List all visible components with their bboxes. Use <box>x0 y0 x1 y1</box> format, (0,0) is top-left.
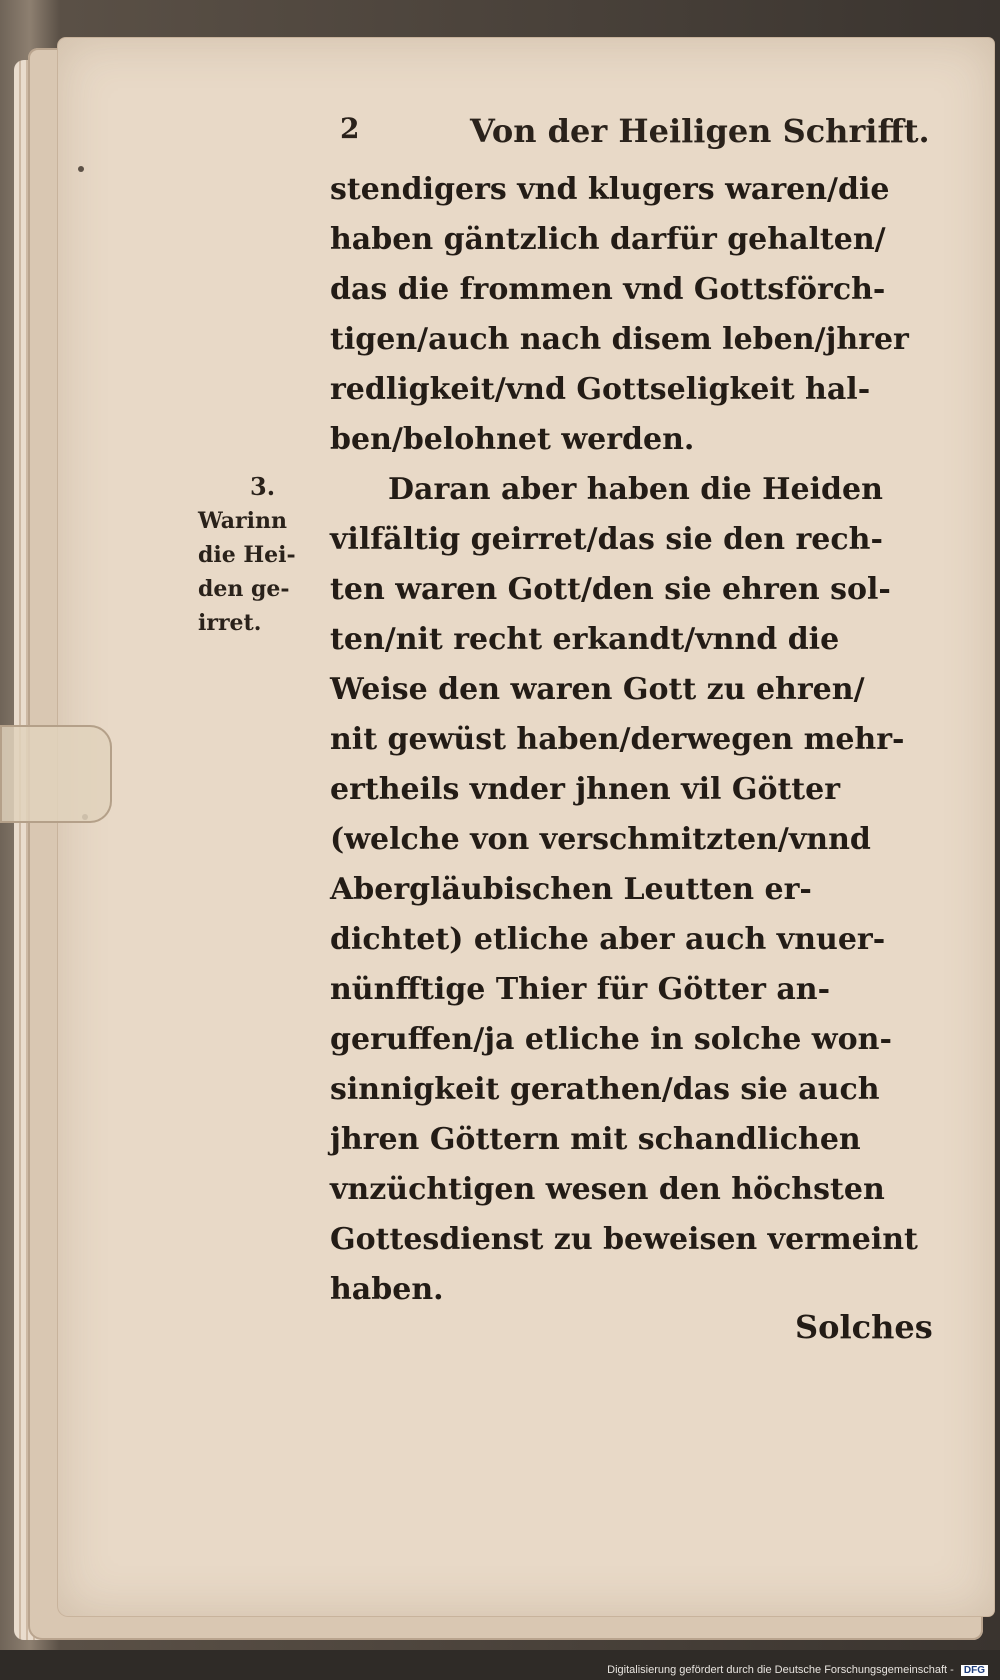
text-line: ben/belohnet werden. <box>330 422 695 457</box>
text-line: stendigers vnd klugers waren/die <box>330 172 890 207</box>
margin-note-line: die Hei- <box>198 542 296 568</box>
body-text <box>330 165 970 1315</box>
text-line: ten waren Gott/den sie ehren sol- <box>330 572 891 607</box>
text-line: haben. <box>330 1272 444 1307</box>
text-line: jhren Göttern mit schandlichen <box>330 1122 861 1157</box>
text-line: vnzüchtigen wesen den höchsten <box>330 1172 885 1207</box>
text-line: haben gäntzlich darfür gehalten/ <box>330 222 886 257</box>
text-line: sinnigkeit gerathen/das sie auch <box>330 1072 880 1107</box>
page-number: 2 <box>340 112 360 145</box>
text-line: vilfältig geirret/das sie den rech- <box>330 522 883 557</box>
text-line: geruffen/ja etliche in solche won- <box>330 1022 892 1057</box>
catchword: Solches <box>795 1308 933 1346</box>
margin-note-number: 3. <box>250 472 276 501</box>
text-line: tigen/auch nach disem leben/jhrer <box>330 322 909 357</box>
digitization-credit <box>607 1664 988 1676</box>
running-title: Von der Heiligen Schrifft. <box>470 112 930 150</box>
text-line: Weise den waren Gott zu ehren/ <box>330 672 865 707</box>
paper-speck <box>78 166 84 172</box>
page-clip <box>0 725 112 823</box>
text-line: ten/nit recht erkandt/vnnd die <box>330 622 840 657</box>
paragraph-start-line: Daran aber haben die Heiden <box>388 472 883 507</box>
text-line: Abergläubischen Leutten er- <box>330 872 812 907</box>
text-line: Gottesdienst zu beweisen vermeint <box>330 1222 918 1257</box>
margin-note-line: den ge- <box>198 576 290 602</box>
dfg-logo: DFG <box>961 1665 988 1676</box>
text-line: nit gewüst haben/derwegen mehr- <box>330 722 905 757</box>
credit-text: Digitalisierung gefördert durch die Deutsche Forschungsgemeinschaft - <box>607 1664 954 1676</box>
margin-note-line: Warinn <box>198 508 287 534</box>
text-line: nünfftige Thier für Götter an- <box>330 972 831 1007</box>
running-header <box>340 112 930 162</box>
margin-note-line: irret. <box>198 610 262 636</box>
text-line: redligkeit/vnd Gottseligkeit hal- <box>330 372 871 407</box>
text-line: (welche von verschmitzten/vnnd <box>330 822 871 857</box>
text-line: dichtet) etliche aber auch vnuer- <box>330 922 886 957</box>
text-line: ertheils vnder jhnen vil Götter <box>330 772 841 807</box>
text-line: das die frommen vnd Gottsförch- <box>330 272 886 307</box>
margin-note <box>198 470 328 640</box>
